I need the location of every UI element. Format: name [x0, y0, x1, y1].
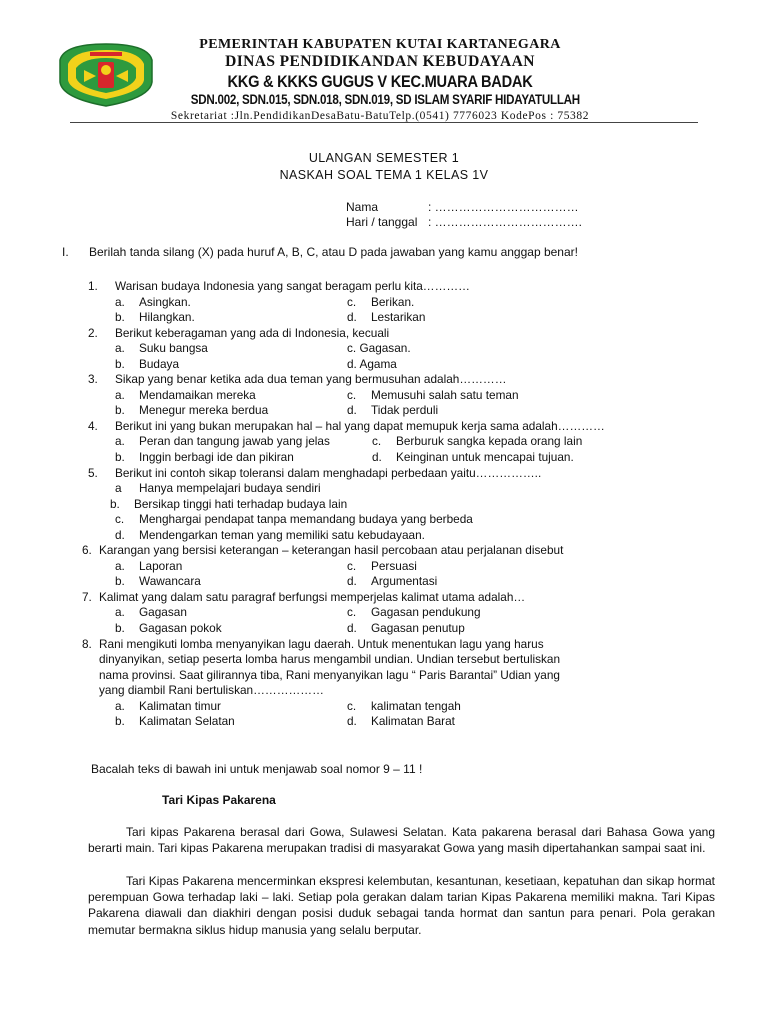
option-c: kalimatan tengah — [371, 698, 461, 713]
section-instruction — [62, 244, 578, 260]
question — [82, 637, 648, 730]
option-b: Wawancara — [139, 574, 201, 589]
letterhead — [160, 36, 600, 124]
letterhead-government: PEMERINTAH KABUPATEN KUTAI KARTANEGARA — [199, 37, 561, 52]
option-letter: c. — [347, 387, 357, 402]
option-d: Lestarikan — [371, 310, 426, 325]
question-number: 1. — [88, 279, 98, 293]
option-b: Kalimatan Selatan — [139, 714, 235, 729]
option-letter: a. — [115, 558, 125, 573]
name-label: Nama — [346, 200, 379, 214]
letterhead-cluster: KKG & KKKS GUGUS V KEC.MUARA BADAK — [227, 72, 533, 91]
option-a: Laporan — [139, 558, 183, 573]
question-stem-continued: nama provinsi. Saat gilirannya tiba, Rani menyanyikan lagu “ Paris Barantai” Udian yang — [99, 667, 560, 682]
question-list — [82, 279, 648, 730]
question-stem-continued: dinyanyikan, setiap peserta lomba harus mengambil undian. Undian tersebut bertuliskan — [99, 652, 561, 667]
option-letter: b. — [115, 403, 125, 418]
name-row — [346, 200, 582, 215]
date-field: : ………………………………. — [428, 215, 583, 229]
question — [88, 419, 648, 466]
question-number: 8. — [82, 636, 92, 651]
letterhead-address: Sekretariat :Jln.PendidikanDesaBatu-BatuTelp.(0541) 7776023 KodePos : 75382 — [170, 110, 590, 122]
question-stem: Sikap yang benar ketika ada dua teman yang bermusuhan adalah………… — [115, 372, 507, 387]
exam-title — [0, 150, 768, 184]
question-stem: Kalimat yang dalam satu paragraf berfungsi memperjelas kalimat utama adalah… — [99, 589, 526, 604]
exam-title-line2: NASKAH SOAL TEMA 1 KELAS 1V — [279, 168, 489, 182]
option-letter: a. — [115, 387, 125, 402]
option-c: Berburuk sangka kepada orang lain — [396, 434, 583, 449]
letterhead-department: DINAS PENDIDIKANDAN KEBUDAYAAN — [225, 53, 535, 70]
option-a: Suku bangsa — [139, 341, 208, 356]
option-c: Berikan. — [371, 294, 415, 309]
question-stem: Rani mengikuti lomba menyanyikan lagu daerah. Untuk menentukan lagu yang harus — [99, 636, 544, 651]
option-letter: a. — [115, 294, 125, 309]
kutai-kartanegara-emblem-icon — [54, 40, 158, 108]
option-a: Mendamaikan mereka — [139, 387, 256, 402]
reading-paragraph-text: Tari kipas Pakarena berasal dari Gowa, Sulawesi Selatan. Kata pakarena berasal dari Bahasa Gowa yang berarti main. Tari kipas Pakarena merupakan tradisi di masyarakat Gowa yang masih dipertahankan sampai saat ini. — [88, 825, 715, 856]
option-letter: c. — [115, 512, 125, 527]
option-a: Gagasan — [139, 605, 187, 620]
question — [88, 466, 648, 544]
option-letter: a. — [115, 341, 125, 356]
section-text: Berilah tanda silang (X) pada huruf A, B, C, atau D pada jawaban yang kamu anggap benar! — [89, 245, 578, 259]
option-letter: d. — [115, 527, 125, 542]
option-a: Asingkan. — [139, 294, 191, 309]
option-b: Budaya — [139, 356, 180, 371]
option-letter: d. — [372, 450, 382, 465]
option-letter: c. — [347, 558, 357, 573]
question-stem: Berikut ini yang bukan merupakan hal – hal yang dapat memupuk kerja sama adalah………… — [115, 418, 605, 433]
option-c: Menghargai pendapat tanpa memandang budaya yang berbeda — [139, 512, 473, 527]
option-letter: b. — [115, 574, 125, 589]
option-b: Menegur mereka berdua — [139, 403, 269, 418]
date-row — [346, 215, 582, 230]
date-label: Hari / tanggal — [346, 215, 418, 229]
question — [88, 326, 648, 373]
question — [88, 279, 648, 326]
option-a: Peran dan tangung jawab yang jelas — [139, 434, 330, 449]
option-c: c. Gagasan. — [347, 341, 411, 356]
option-letter: b. — [115, 310, 125, 325]
option-d: Gagasan penutup — [371, 621, 465, 636]
option-letter: b. — [115, 621, 125, 636]
option-letter: c. — [347, 294, 357, 309]
question — [88, 372, 648, 419]
option-letter: d. — [347, 574, 357, 589]
option-letter: a. — [115, 434, 125, 449]
reading-title: Tari Kipas Pakarena — [162, 793, 276, 807]
option-c: Memusuhi salah satu teman — [371, 387, 519, 402]
question-stem: Berikut ini contoh sikap toleransi dalam menghadapi perbedaan yaitu…………….. — [115, 465, 542, 480]
option-c: Gagasan pendukung — [371, 605, 481, 620]
option-letter: c. — [347, 698, 357, 713]
question-number: 3. — [88, 372, 98, 387]
question-stem: Warisan budaya Indonesia yang sangat beragam perlu kita………… — [115, 279, 470, 293]
option-b: Hilangkan. — [139, 310, 195, 325]
student-identity — [346, 200, 582, 230]
option-letter: a. — [115, 698, 125, 713]
question-stem-continued: yang diambil Rani bertuliskan……………… — [99, 683, 324, 698]
option-d: Mendengarkan teman yang memiliki satu kebudayaan. — [139, 527, 425, 542]
option-b: Gagasan pokok — [139, 621, 222, 636]
question-stem: Karangan yang bersisi keterangan – keterangan hasil percobaan atau perjalanan disebut — [99, 543, 564, 558]
exam-title-line1: ULANGAN SEMESTER 1 — [308, 151, 460, 165]
option-a: Hanya mempelajari budaya sendiri — [139, 481, 321, 496]
option-a: Kalimatan timur — [139, 698, 221, 713]
option-c: Persuasi — [371, 558, 417, 573]
option-d: Argumentasi — [371, 574, 438, 589]
option-letter: a. — [115, 605, 125, 620]
option-letter: b. — [115, 356, 125, 371]
option-letter: d. — [347, 714, 357, 729]
option-d: d. Agama — [347, 356, 397, 371]
reading-paragraph-2 — [88, 873, 715, 938]
section-number: I. — [62, 245, 69, 259]
question — [82, 590, 648, 637]
option-letter: d. — [347, 403, 357, 418]
option-letter: c. — [372, 434, 382, 449]
option-letter: d. — [347, 310, 357, 325]
name-field: : ……………………………… — [428, 200, 579, 214]
letterhead-divider — [70, 122, 698, 123]
option-letter: a — [115, 481, 122, 496]
option-letter: b. — [110, 496, 120, 511]
question-number: 5. — [88, 465, 98, 480]
option-d: Kalimatan Barat — [371, 714, 455, 729]
question-number: 2. — [88, 325, 98, 340]
question-number: 4. — [88, 418, 98, 433]
question — [82, 543, 648, 590]
option-letter: b. — [115, 714, 125, 729]
option-d: Keinginan untuk mencapai tujuan. — [396, 450, 574, 465]
question-stem: Berikut keberagaman yang ada di Indonesia, kecuali — [115, 325, 390, 340]
option-letter: d. — [347, 621, 357, 636]
question-number: 7. — [82, 589, 92, 604]
question-number: 6. — [82, 543, 92, 558]
option-b: Inggin berbagi ide dan pikiran — [139, 450, 294, 465]
reading-instruction: Bacalah teks di bawah ini untuk menjawab soal nomor 9 – 11 ! — [91, 762, 423, 776]
option-b: Bersikap tinggi hati terhadap budaya lain — [134, 496, 348, 511]
reading-paragraph-1 — [88, 824, 715, 856]
option-d: Tidak perduli — [371, 403, 439, 418]
option-letter: c. — [347, 605, 357, 620]
option-letter: b. — [115, 450, 125, 465]
letterhead-schools: SDN.002, SDN.015, SDN.018, SDN.019, SD ISLAM SYARIF HIDAYATULLAH — [190, 92, 580, 107]
reading-paragraph-text: Tari Kipas Pakarena mencerminkan ekspresi kelembutan, kesantunan, kesetiaan, kepatuhan dan sikap hormat perempuan Gowa terhadap laki – laki. Setiap pola gerakan dalam tarian Kipas Pakarena memiliki makna. Tari Kipas Pakarena diawali dan diakhiri dengan posisi duduk sebagai tanda hormat dan santun para penari. Pola gerakan memutar bermakna siklus hidup manusia yang selalu berputar. — [88, 874, 715, 937]
